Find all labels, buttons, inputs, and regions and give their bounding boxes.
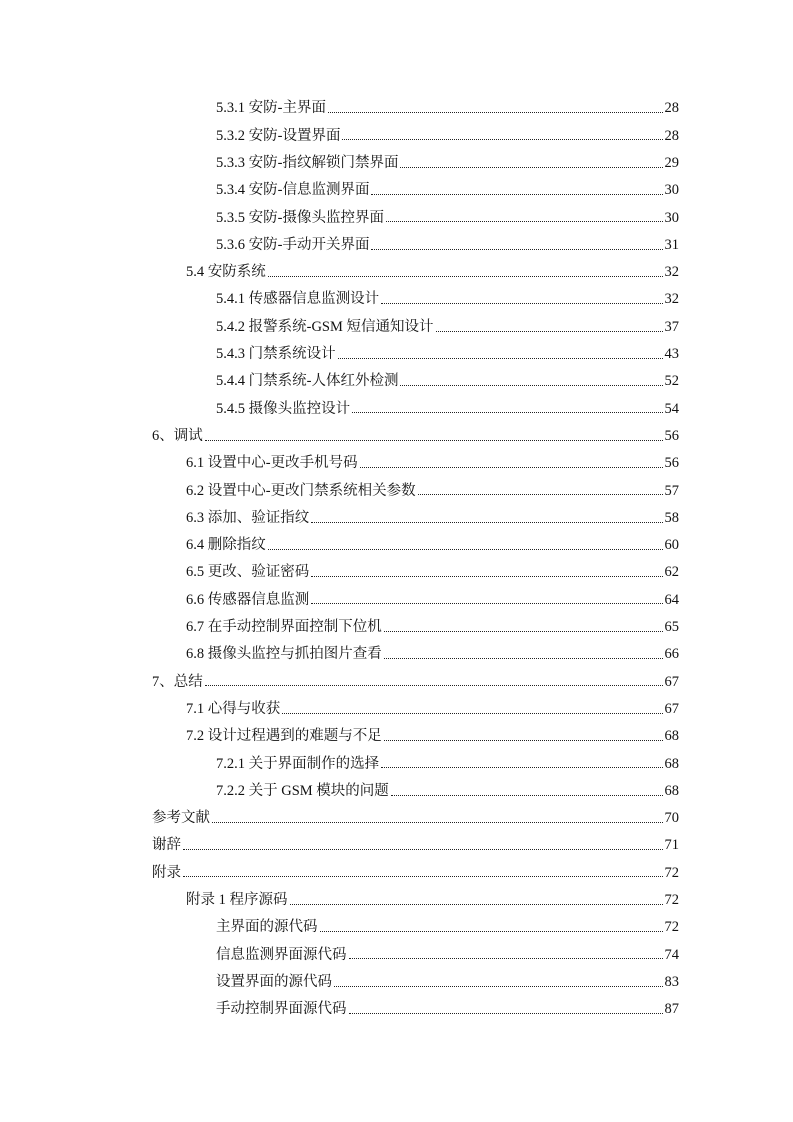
toc-entry[interactable] xyxy=(0,668,793,695)
dot-leader xyxy=(349,999,663,1014)
toc-entry[interactable] xyxy=(0,231,793,258)
toc-entry-title: 5.4.4 门禁系统-人体红外检测 xyxy=(216,373,399,390)
toc-entry-title: 6、调试 xyxy=(152,427,203,444)
toc-entry-page-number: 28 xyxy=(664,127,679,144)
toc-entry[interactable] xyxy=(0,504,793,531)
toc-entry-title: 附录 xyxy=(152,864,181,881)
dot-leader xyxy=(328,98,663,113)
toc-entry-title: 5.4.2 报警系统-GSM 短信通知设计 xyxy=(216,318,434,335)
toc-entry[interactable] xyxy=(0,259,793,286)
toc-entry-page-number: 60 xyxy=(664,537,679,554)
toc-entry-page-number: 66 xyxy=(664,646,679,663)
dot-leader xyxy=(400,153,662,168)
toc-entry-page-number: 67 xyxy=(664,700,679,717)
dot-leader xyxy=(371,180,662,195)
toc-entry-page-number: 37 xyxy=(664,318,679,335)
toc-entry[interactable] xyxy=(0,887,793,914)
toc-entry-title: 主界面的源代码 xyxy=(216,919,318,936)
toc-entry-page-number: 29 xyxy=(664,154,679,171)
toc-entry[interactable] xyxy=(0,969,793,996)
toc-entry-page-number: 64 xyxy=(664,591,679,608)
dot-leader xyxy=(342,125,662,140)
toc-entry-page-number: 30 xyxy=(664,182,679,199)
dot-leader xyxy=(360,453,663,468)
toc-entry-page-number: 65 xyxy=(664,619,679,636)
dot-leader xyxy=(352,398,662,413)
toc-entry[interactable] xyxy=(0,614,793,641)
toc-entry-page-number: 72 xyxy=(664,919,679,936)
dot-leader xyxy=(311,508,662,523)
toc-entry-page-number: 83 xyxy=(664,973,679,990)
toc-entry-page-number: 67 xyxy=(664,673,679,690)
toc-entry-title: 信息监测界面源代码 xyxy=(216,946,347,963)
toc-entry[interactable] xyxy=(0,859,793,886)
toc-entry-title: 5.4.3 门禁系统设计 xyxy=(216,346,336,363)
toc-entry[interactable] xyxy=(0,150,793,177)
dot-leader xyxy=(436,317,663,332)
toc-entry-title: 5.3.6 安防-手动开关界面 xyxy=(216,236,370,253)
toc-entry[interactable] xyxy=(0,368,793,395)
toc-entry-page-number: 52 xyxy=(664,373,679,390)
dot-leader xyxy=(320,917,663,932)
dot-leader xyxy=(384,726,663,741)
toc-entry-title: 6.6 传感器信息监测 xyxy=(186,591,310,608)
toc-entry[interactable] xyxy=(0,832,793,859)
toc-entry-title: 手动控制界面源代码 xyxy=(216,1001,347,1018)
toc-entry-title: 5.4.5 摄像头监控设计 xyxy=(216,400,351,417)
toc-entry-page-number: 31 xyxy=(664,236,679,253)
toc-entry-page-number: 58 xyxy=(664,509,679,526)
toc-entry-page-number: 68 xyxy=(664,755,679,772)
dot-leader xyxy=(311,562,662,577)
toc-entry-page-number: 68 xyxy=(664,782,679,799)
toc-entry[interactable] xyxy=(0,914,793,941)
toc-entry-title: 6.5 更改、验证密码 xyxy=(186,564,310,581)
dot-leader xyxy=(349,944,663,959)
dot-leader xyxy=(371,235,662,250)
toc-entry-page-number: 32 xyxy=(664,264,679,281)
dot-leader xyxy=(381,753,662,768)
dot-leader xyxy=(311,589,662,604)
dot-leader xyxy=(391,781,663,796)
dot-leader xyxy=(400,371,662,386)
dot-leader xyxy=(338,344,663,359)
toc-entry-page-number: 54 xyxy=(664,400,679,417)
toc-entry[interactable] xyxy=(0,450,793,477)
toc-entry[interactable] xyxy=(0,204,793,231)
dot-leader xyxy=(384,617,663,632)
toc-entry-title: 6.4 删除指纹 xyxy=(186,537,266,554)
toc-entry[interactable] xyxy=(0,122,793,149)
toc-entry[interactable] xyxy=(0,177,793,204)
toc-entry-page-number: 32 xyxy=(664,291,679,308)
toc-entry-title: 5.3.2 安防-设置界面 xyxy=(216,127,341,144)
dot-leader xyxy=(183,862,663,877)
toc-entry-page-number: 62 xyxy=(664,564,679,581)
toc-entry-title: 谢辞 xyxy=(152,837,181,854)
toc-entry-title: 6.3 添加、验证指纹 xyxy=(186,509,310,526)
toc-entry-page-number: 28 xyxy=(664,100,679,117)
toc-entry[interactable] xyxy=(0,477,793,504)
toc-entry-page-number: 43 xyxy=(664,346,679,363)
dot-leader xyxy=(212,808,663,823)
dot-leader xyxy=(282,699,662,714)
toc-entry-page-number: 72 xyxy=(664,864,679,881)
toc-entry-title: 7.2.1 关于界面制作的选择 xyxy=(216,755,380,772)
toc-entry-title: 6.2 设置中心-更改门禁系统相关参数 xyxy=(186,482,416,499)
toc-entry[interactable] xyxy=(0,559,793,586)
toc-entry-page-number: 68 xyxy=(664,728,679,745)
toc-entry-title: 7、总结 xyxy=(152,673,203,690)
dot-leader xyxy=(418,480,663,495)
dot-leader xyxy=(205,426,663,441)
toc-entry-title: 5.3.4 安防-信息监测界面 xyxy=(216,182,370,199)
toc-entry-page-number: 30 xyxy=(664,209,679,226)
toc-entry-page-number: 71 xyxy=(664,837,679,854)
toc-entry-title: 6.1 设置中心-更改手机号码 xyxy=(186,455,358,472)
toc-entry-page-number: 57 xyxy=(664,482,679,499)
toc-entry-title: 7.2.2 关于 GSM 模块的问题 xyxy=(216,782,389,799)
toc-entry-title: 设置界面的源代码 xyxy=(216,973,332,990)
toc-entry[interactable] xyxy=(0,313,793,340)
dot-leader xyxy=(384,644,663,659)
toc-entry-title: 参考文献 xyxy=(152,810,210,827)
toc-entry-page-number: 72 xyxy=(664,892,679,908)
toc-entry-title: 5.4 安防系统 xyxy=(186,264,266,281)
dot-leader xyxy=(386,207,663,222)
toc-entry[interactable] xyxy=(0,777,793,804)
toc-entry[interactable] xyxy=(0,805,793,832)
dot-leader xyxy=(268,262,663,277)
toc-entry[interactable] xyxy=(0,532,793,559)
table-of-contents xyxy=(0,95,793,1023)
toc-entry-title: 7.1 心得与收获 xyxy=(186,700,281,717)
toc-entry-title: 7.2 设计过程遇到的难题与不足 xyxy=(186,728,382,745)
dot-leader xyxy=(205,671,663,686)
toc-entry-page-number: 87 xyxy=(664,1001,679,1018)
toc-entry-page-number: 74 xyxy=(664,946,679,963)
toc-entry[interactable] xyxy=(0,723,793,750)
toc-entry[interactable] xyxy=(0,423,793,450)
toc-entry-title: 6.7 在手动控制界面控制下位机 xyxy=(186,619,382,636)
toc-entry[interactable] xyxy=(0,941,793,968)
toc-entry[interactable] xyxy=(0,586,793,613)
toc-entry[interactable] xyxy=(0,996,793,1023)
dot-leader xyxy=(334,972,663,987)
toc-entry-title: 5.4.1 传感器信息监测设计 xyxy=(216,291,380,308)
toc-entry[interactable] xyxy=(0,95,793,122)
toc-entry-title: 5.3.1 安防-主界面 xyxy=(216,100,326,117)
toc-entry[interactable] xyxy=(0,341,793,368)
toc-entry-title: 5.3.5 安防-摄像头监控界面 xyxy=(216,209,384,226)
dot-leader xyxy=(381,289,662,304)
toc-entry-page-number: 70 xyxy=(664,810,679,827)
toc-entry-title: 5.3.3 安防-指纹解锁门禁界面 xyxy=(216,154,399,171)
toc-entry[interactable] xyxy=(0,641,793,668)
toc-entry-title: 6.8 摄像头监控与抓拍图片查看 xyxy=(186,646,382,663)
toc-entry-page-number: 56 xyxy=(664,427,679,444)
toc-entry-title: 附录 1 程序源码 xyxy=(186,892,288,908)
toc-entry[interactable] xyxy=(0,286,793,313)
toc-entry[interactable] xyxy=(0,696,793,723)
toc-entry[interactable] xyxy=(0,750,793,777)
dot-leader xyxy=(183,835,663,850)
dot-leader xyxy=(290,890,663,905)
toc-entry-page-number: 56 xyxy=(664,455,679,472)
toc-entry[interactable] xyxy=(0,395,793,422)
dot-leader xyxy=(268,535,663,550)
